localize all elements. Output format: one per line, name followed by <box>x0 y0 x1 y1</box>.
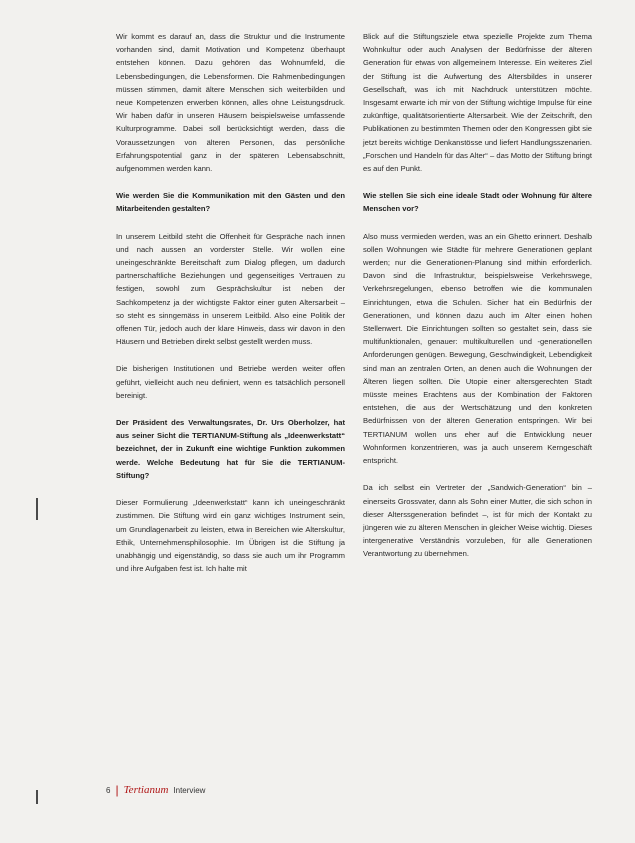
paragraph: Wir kommt es darauf an, dass die Struktur und die Instrumente vorhanden sind, damit Motivation und Kompetenz überhaupt entstehen können. Dazu gehören das Wohnumfeld, die Lebensbedingungen, die Lebensformen. Die Rahmenbedingungen müssen stimmen, damit ältere Menschen sich weiterbilden und neue Kompetenzen erwerben können, alles ohne Leistungsdruck. Wir haben dafür in unseren Häusern beispielsweise umfassende Kulturprogramme. Dabei soll berücksichtigt werden, dass die Voraussetzungen von älteren Personen, das persönliche Erfahrungspotential ganz in der späteren Lebensabschnitt, aufgenommen werden kann. <box>116 32 345 174</box>
margin-mark-bottom <box>36 790 38 804</box>
paragraph: Dieser Formulierung „Ideenwerkstatt“ kann ich uneingeschränkt zustimmen. Die Stiftung wird ein ganz wichtiges Instrument sein, um Grundlagenarbeit zu leisten, etwa in Bereichen wie Alterskultur, Ethik, Unternehmensphilosophie. Im Übrigen ist die Stiftung ja unabhängig und eigenständig, so dass sie auch um ihr Programm und ihre Aufgaben fest ist. Ich halte mit <box>116 498 345 574</box>
paragraph: In unserem Leitbild steht die Offenheit für Gespräche nach innen und nach aussen an vorderster Stelle. Wir wollen eine uneingeschränkte Bereitschaft zum Dialog pflegen, um dadurch partnerschaftliche Beziehungen und gegenseitiges Vertrauen zu festigen, sowohl zum Gesprächskultur ist neben der Sachkompetenz ja der wichtigste Faktor einer guten Altersarbeit – so steht es sinngemäss in unserem Leitbild. Also eine Politik der offenen Tür, jedoch auch der klare Hinweis, dass wir davon in den Häusern und Betrieben direkt selbst gestellt werden muss. <box>116 231 345 347</box>
interview-question: Wie stellen Sie sich eine ideale Stadt oder Wohnung für ältere Menschen vor? <box>363 191 592 214</box>
footer-separator: | <box>115 783 119 797</box>
paragraph: Also muss vermieden werden, was an ein Ghetto erinnert. Deshalb sollen Wohnungen wie Städte für mehrere Generationen geplant werden; nur die Generationen-Planung sind mithin erforderlich. Davon sind die Infrastruktur, beispielsweise Verkehrswege, Verkehrsregelungen, ebenso betroffen wie die kommunalen Einrichtungen, etwa die Schulen. Sicher hat ein Bedürfnis der Generationen, und können dazu auch im Alter einen hohen Stellenwert. Die Einrichtungen sollten so gestaltet sein, dass sie multifunktionalen, genauer: multikulturellen und -generationellen Anforderungen genügen. Bewegung, Geschwindigkeit, Lebendigkeit sind man an zentralen Orten, an denen auch die Wohnungen der Älteren liegen sollten. Die Utopie einer altersgerechten Stadt müsste meines Erachtens aus der Kombination der Faktoren entstehen, die aus der Wertschätzung und den konkreten Bedürfnissen von der älteren Generation entspringen. Wir bei TERTIANUM wollen uns eher auf die Entwicklung neuer Wohnformen konzentrieren, was ja auch unserem Kerngeschäft entspricht. <box>363 231 592 466</box>
brand-logo: Tertianum <box>123 784 169 796</box>
paragraph: Da ich selbst ein Vertreter der „Sandwich-Generation“ bin – einerseits Grossvater, dann als Sohn einer Mutter, die sich schon in dieser Alterssgeneration befindet –, ist für mich der Kontakt zu jüngeren wie zu älteren Menschen in gleicher Weise wichtig. Dieses intergenerative Verständnis vorzuleben, für alle Generationen Verantwortung zu übernehmen. <box>363 483 592 559</box>
page-number: 6 <box>106 785 111 795</box>
interview-question: Wie werden Sie die Kommunikation mit den Gästen und den Mitarbeitenden gestalten? <box>116 191 345 214</box>
page-footer <box>106 784 205 796</box>
margin-mark-top <box>36 498 38 520</box>
section-label: Interview <box>173 785 206 795</box>
interview-question: Der Präsident des Verwaltungsrates, Dr. Urs Oberholzer, hat aus seiner Sicht die TERTIANUM-Stiftung als „Ideenwerkstatt“ bezeichnet, der in Zukunft eine wichtige Funktion zukommen werde. Welche Bedeutung hat für Sie die TERTIANUM-Stiftung? <box>116 418 345 480</box>
paragraph: Blick auf die Stiftungsziele etwa spezielle Projekte zum Thema Wohnkultur oder auch Analysen der Bedürfnisse der älteren Generation für etwas von allgemeinem Interesse. Ein weiteres Ziel der Stiftung ist die Aufwertung des Altersbildes in unserer Gesellschaft, was ich mit Nachdruck unterstützen möchte. Insgesamt erwarte ich mir von der Stiftung wichtige Impulse für eine zukünftige, qualitätsorientierte Altersarbeit. Wie der Zeitschrift, den Publikationen zu bestimmten Themen oder den Kongressen gibt sie jetzt bereits wichtige Denkanstösse und liefert Handlungsszenarien. „Forschen und Handeln für das Alter“ – das Motto der Stiftung bringt es auf den Punkt. <box>363 32 592 174</box>
right-column <box>363 30 592 575</box>
paragraph: Die bisherigen Institutionen und Betriebe werden weiter offen geführt, vielleicht auch neu definiert, wenn es tatsächlich personell bereinigt. <box>116 364 345 400</box>
left-column <box>116 30 345 589</box>
